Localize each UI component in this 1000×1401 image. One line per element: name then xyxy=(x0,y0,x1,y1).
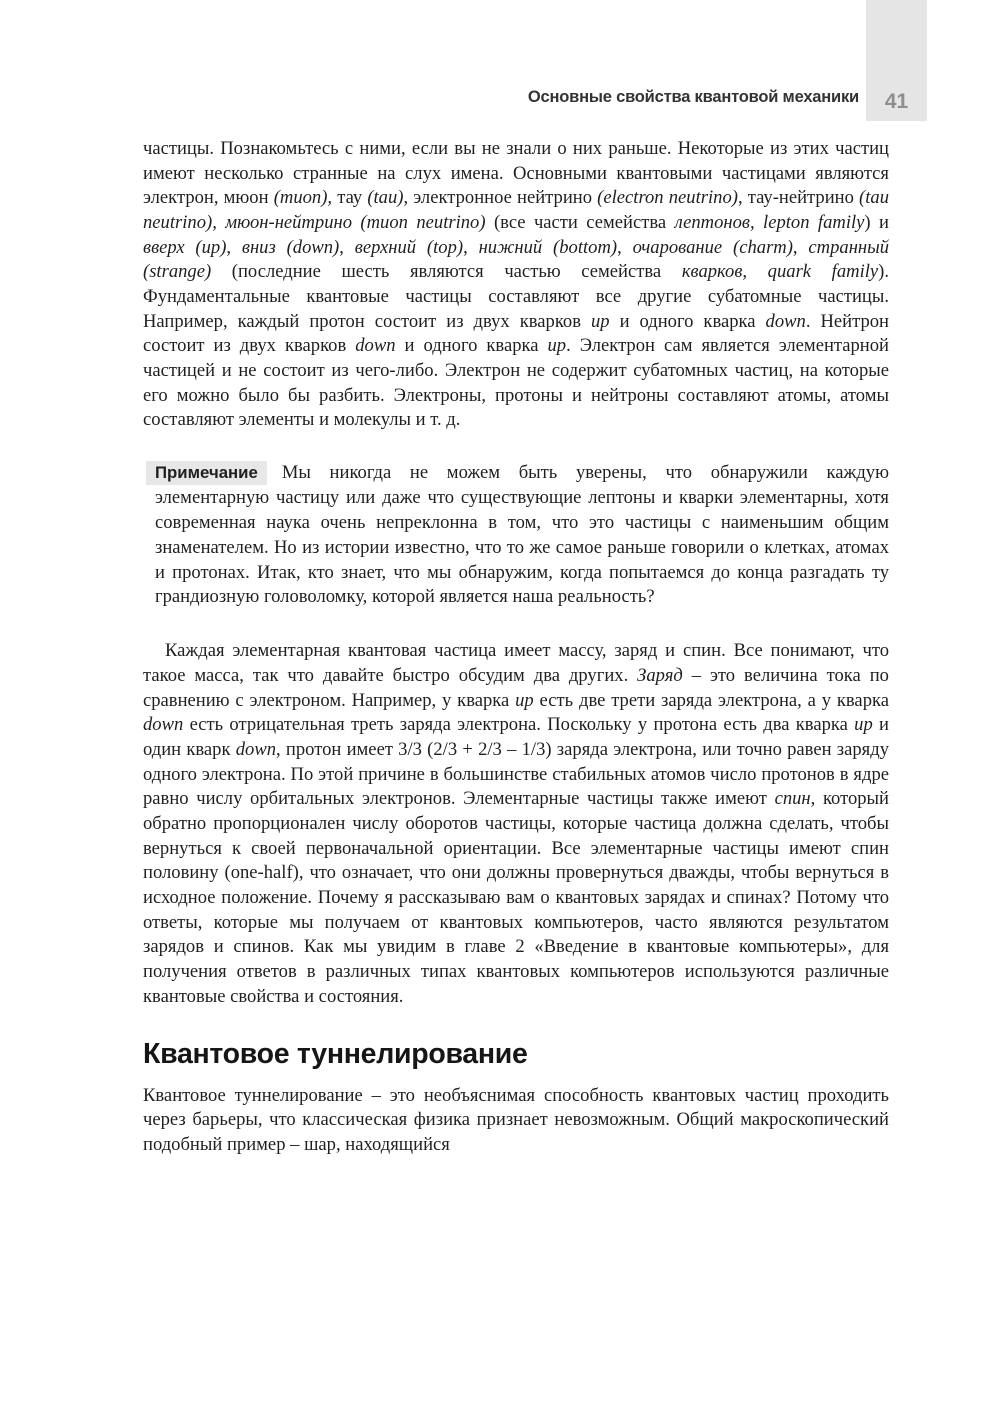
text-segment: . Нейтрон состоит из двух кварков xyxy=(143,310,889,357)
paragraph-particles xyxy=(143,137,889,433)
text-segment: , xyxy=(617,236,633,258)
text-segment xyxy=(217,212,225,233)
italic-text-segment: down xyxy=(143,714,184,736)
text-segment: , xyxy=(226,236,242,258)
italic-text-segment: Заряд xyxy=(637,664,683,686)
text-segment: , электронное нейтрино xyxy=(403,187,598,209)
italic-text-segment: (tau neutrino), xyxy=(143,187,889,233)
italic-text-segment: очарование (charm) xyxy=(632,236,793,258)
italic-text-segment: мюон-нейтрино (muon neutrino) xyxy=(225,211,486,233)
text-segment: (все части семейства xyxy=(485,211,675,233)
text-segment: , который обратно пропорционален числу оборотов частицы, которые частица должна сделать, чтобы вернуться к своей первоначальной ориентации. Все элементарные частицы имеют спин половину (one-half), что означает, что они должны провернуться дважды, чтобы вернуться в исходное положение. Почему я рассказываю вам о квантовых зарядах и спинах? Потому что ответы, которые мы получаем от квантовых компьютеров, часто являются результатом зарядов и спинов. Как мы увидим в главе 2 «Введение в квантовые компьютеры», для получения ответов в различных типах квантовых компьютеров используются различные квантовые свойства и состояния. xyxy=(143,788,890,1007)
text-segment: . Электрон сам является элементарной частицей и не состоит из чего-либо. Электрон не содержит субатомных частиц, на которые его можно было бы разбить. Электроны, протоны и нейтроны составляют атомы, атомы составляют элементы и молекулы и т. д. xyxy=(143,335,890,431)
italic-text-segment: спин xyxy=(774,788,811,810)
text-segment: есть отрицательная треть заряда электрона. Поскольку у протона есть два кварка xyxy=(183,714,855,736)
text-segment: и один кварк xyxy=(143,714,889,760)
text-segment: и одного кварка xyxy=(395,335,548,357)
italic-text-segment: (electron neutrino) xyxy=(597,187,738,209)
italic-text-segment: кварков, quark family xyxy=(681,261,879,283)
text-segment: , протон имеет 3/3 (2/3 + 2/3 – 1/3) заряда электрона, или точно равен заряду одного электрона. По этой причине в большинстве стабильных атомов число протонов в ядре равно числу орбитальных электронов. Элементарные частицы также имеют xyxy=(143,738,889,810)
italic-text-segment: down xyxy=(765,310,806,332)
note-label: Примечание xyxy=(146,461,267,485)
italic-text-segment: вниз (down) xyxy=(241,236,340,258)
italic-text-segment: down xyxy=(235,738,277,760)
text-segment: Каждая элементарная квантовая частица имеет массу, заряд и спин. Все понимают, что такое масса, так что давайте быстро обсудим два других. xyxy=(143,640,889,686)
italic-text-segment: (muon), xyxy=(273,187,333,209)
italic-text-segment: нижний (bottom) xyxy=(478,236,618,258)
running-title: Основные свойства квантовой механики xyxy=(527,88,859,106)
italic-text-segment: (tau) xyxy=(367,187,404,209)
note-block xyxy=(155,461,889,610)
text-segment: частицы. Познакомьтесь с ними, если вы не знали о них раньше. Некоторые из этих частиц имеют несколько странные на слух имена. Основными квантовыми частицами являются электрон, мюон xyxy=(143,138,889,209)
text-segment: – это величина тока по сравнению с электроном. Например, у кварка xyxy=(143,664,889,711)
paragraph-mass-charge-spin xyxy=(143,639,889,1009)
section-heading: Квантовое туннелирование xyxy=(143,1038,528,1071)
text-segment: есть две трети заряда электрона, а у кварка xyxy=(533,689,889,711)
page-number: 41 xyxy=(884,90,909,113)
italic-text-segment: вверх (up) xyxy=(143,236,227,258)
italic-text-segment: up xyxy=(547,335,567,357)
italic-text-segment: up xyxy=(590,310,610,332)
italic-text-segment: down xyxy=(355,335,396,357)
text-segment: (последние шесть являются частью семейства xyxy=(211,261,682,283)
italic-text-segment: лептонов, lepton family xyxy=(674,211,865,233)
text-segment: ). Фундаментальные квантовые частицы составляют все другие субатомные частицы. Например, каждый протон состоит из двух кварков xyxy=(143,261,889,332)
italic-text-segment: странный (strange) xyxy=(143,236,890,283)
text-segment: и одного кварка xyxy=(609,310,766,332)
page-number-box xyxy=(866,0,927,121)
text-segment: Мы никогда не можем быть уверены, что обнаружили каждую элементарную частицу или даже что существующие лептоны и кварки элементарны, хотя современная наука очень непреклонна в том, что это частицы с наименьшим общим знаменателем. Но из истории известно, что то же самое раньше говорили о клетках, атомах и протонах. Итак, кто знает, что мы обнаружим, когда попытаемся до конца разгадать ту грандиозную головоломку, которой является наша реальность? xyxy=(155,461,889,608)
text-segment: тау xyxy=(332,187,368,209)
italic-text-segment: верхний (top) xyxy=(354,236,464,258)
text-segment: ) и xyxy=(864,211,889,233)
text-segment: , xyxy=(339,236,355,258)
text-segment: Квантовое туннелирование – это необъяснимая способность квантовых частиц проходить через барьеры, что классическая физика признает невозможным. Общий макроскопический подобный пример – шар, находящийся xyxy=(143,1084,889,1155)
text-segment: , тау-нейтрино xyxy=(737,187,860,209)
italic-text-segment: up xyxy=(854,714,873,736)
text-segment: , xyxy=(463,236,479,258)
text-column xyxy=(143,137,889,1157)
paragraph-quantum-tunneling xyxy=(143,1084,889,1158)
text-segment: , xyxy=(792,236,809,258)
italic-text-segment: up xyxy=(515,689,534,711)
